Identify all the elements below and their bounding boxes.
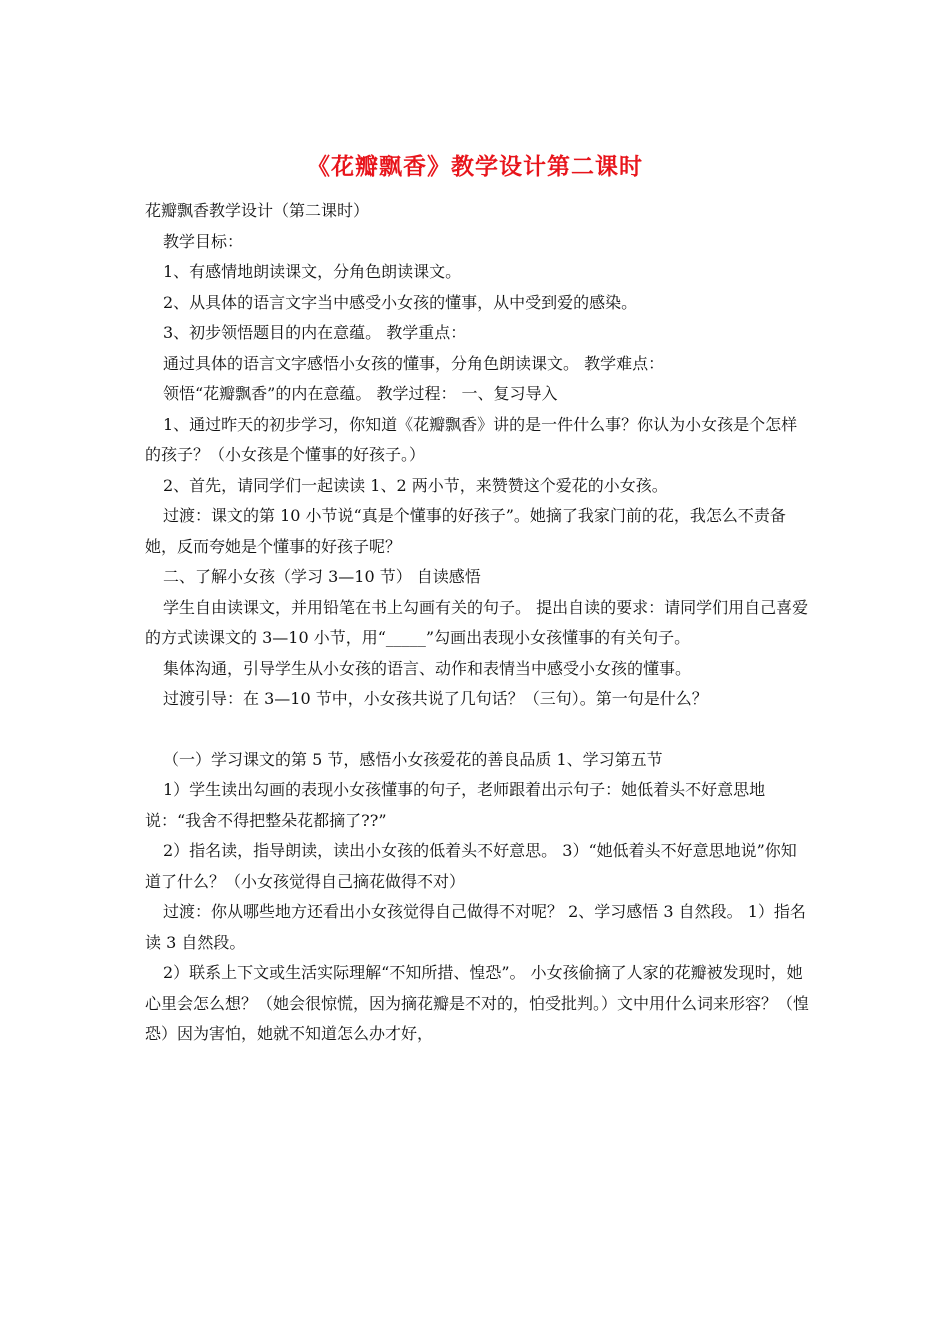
paragraph: 教学目标：	[163, 231, 244, 251]
paragraph: 过渡：课文的第 10 小节说“真是个懂事的好孩子”。她摘了我家门前的花，我怎么不责备她，反而夸她是个懂事的好孩子呢？	[145, 506, 786, 556]
paragraph: 3、初步领悟题目的内在意蕴。 教学重点：	[163, 323, 467, 342]
document-body	[145, 196, 810, 1050]
subtitle-line: 花瓣飘香教学设计（第二课时）	[145, 201, 370, 220]
paragraph: 2）指名读，指导朗读，读出小女孩的低着头不好意思。 3）“她低着头不好意思地说”你知道了什么？（小女孩觉得自己摘花做得不对）	[145, 841, 797, 891]
section-heading: 二、了解小女孩（学习 3—10 节） 自读感悟	[163, 567, 481, 586]
paragraph: 通过具体的语言文字感悟小女孩的懂事，分角色朗读课文。 教学难点：	[163, 353, 665, 373]
paragraph: 过渡引导：在 3—10 节中，小女孩共说了几句话？（三句）。第一句是什么？	[163, 689, 708, 708]
paragraph: 过渡：你从哪些地方还看出小女孩觉得自己做得不对呢？ 2、学习感悟 3 自然段。 1）指名读 3 自然段。	[145, 902, 806, 952]
paragraph: 1）学生读出勾画的表现小女孩懂事的句子，老师跟着出示句子：她低着头不好意思地说：“我舍不得把整朵花都摘了??”	[145, 780, 766, 830]
paragraph: 2、从具体的语言文字当中感受小女孩的懂事，从中受到爱的感染。	[163, 292, 638, 312]
document-title: 《花瓣飘香》教学设计第二课时	[307, 153, 643, 180]
paragraph: 集体沟通，引导学生从小女孩的语言、动作和表情当中感受小女孩的懂事。	[163, 658, 692, 678]
paragraph: 2、首先，请同学们一起读读 1、2 两小节，来赞赞这个爱花的小女孩。	[163, 475, 668, 495]
paragraph: 1、通过昨天的初步学习，你知道《花瓣飘香》讲的是一件什么事？你认为小女孩是个怎样的孩子？（小女孩是个懂事的好孩子。）	[145, 414, 798, 464]
section-heading: （一）学习课文的第 5 节，感悟小女孩爱花的善良品质 1、学习第五节	[163, 749, 663, 769]
paragraph: 2）联系上下文或生活实际理解“不知所措、惶恐”。 小女孩偷摘了人家的花瓣被发现时，她心里会怎么想？（她会很惊慌，因为摘花瓣是不对的，怕受批判。）文中用什么词来形容？（惶恐）因为害怕，她就不知道怎么办才好，	[145, 963, 810, 1043]
paragraph: 1、有感情地朗读课文，分角色朗读课文。	[163, 262, 462, 281]
paragraph: 学生自由读课文，并用铅笔在书上勾画有关的句子。 提出自读的要求：请同学们用自己喜爱的方式读课文的 3—10 小节，用“_____”勾画出表现小女孩懂事的有关句子。	[145, 597, 809, 647]
paragraph: 领悟“花瓣飘香”的内在意蕴。 教学过程： 一、复习导入	[163, 384, 558, 403]
